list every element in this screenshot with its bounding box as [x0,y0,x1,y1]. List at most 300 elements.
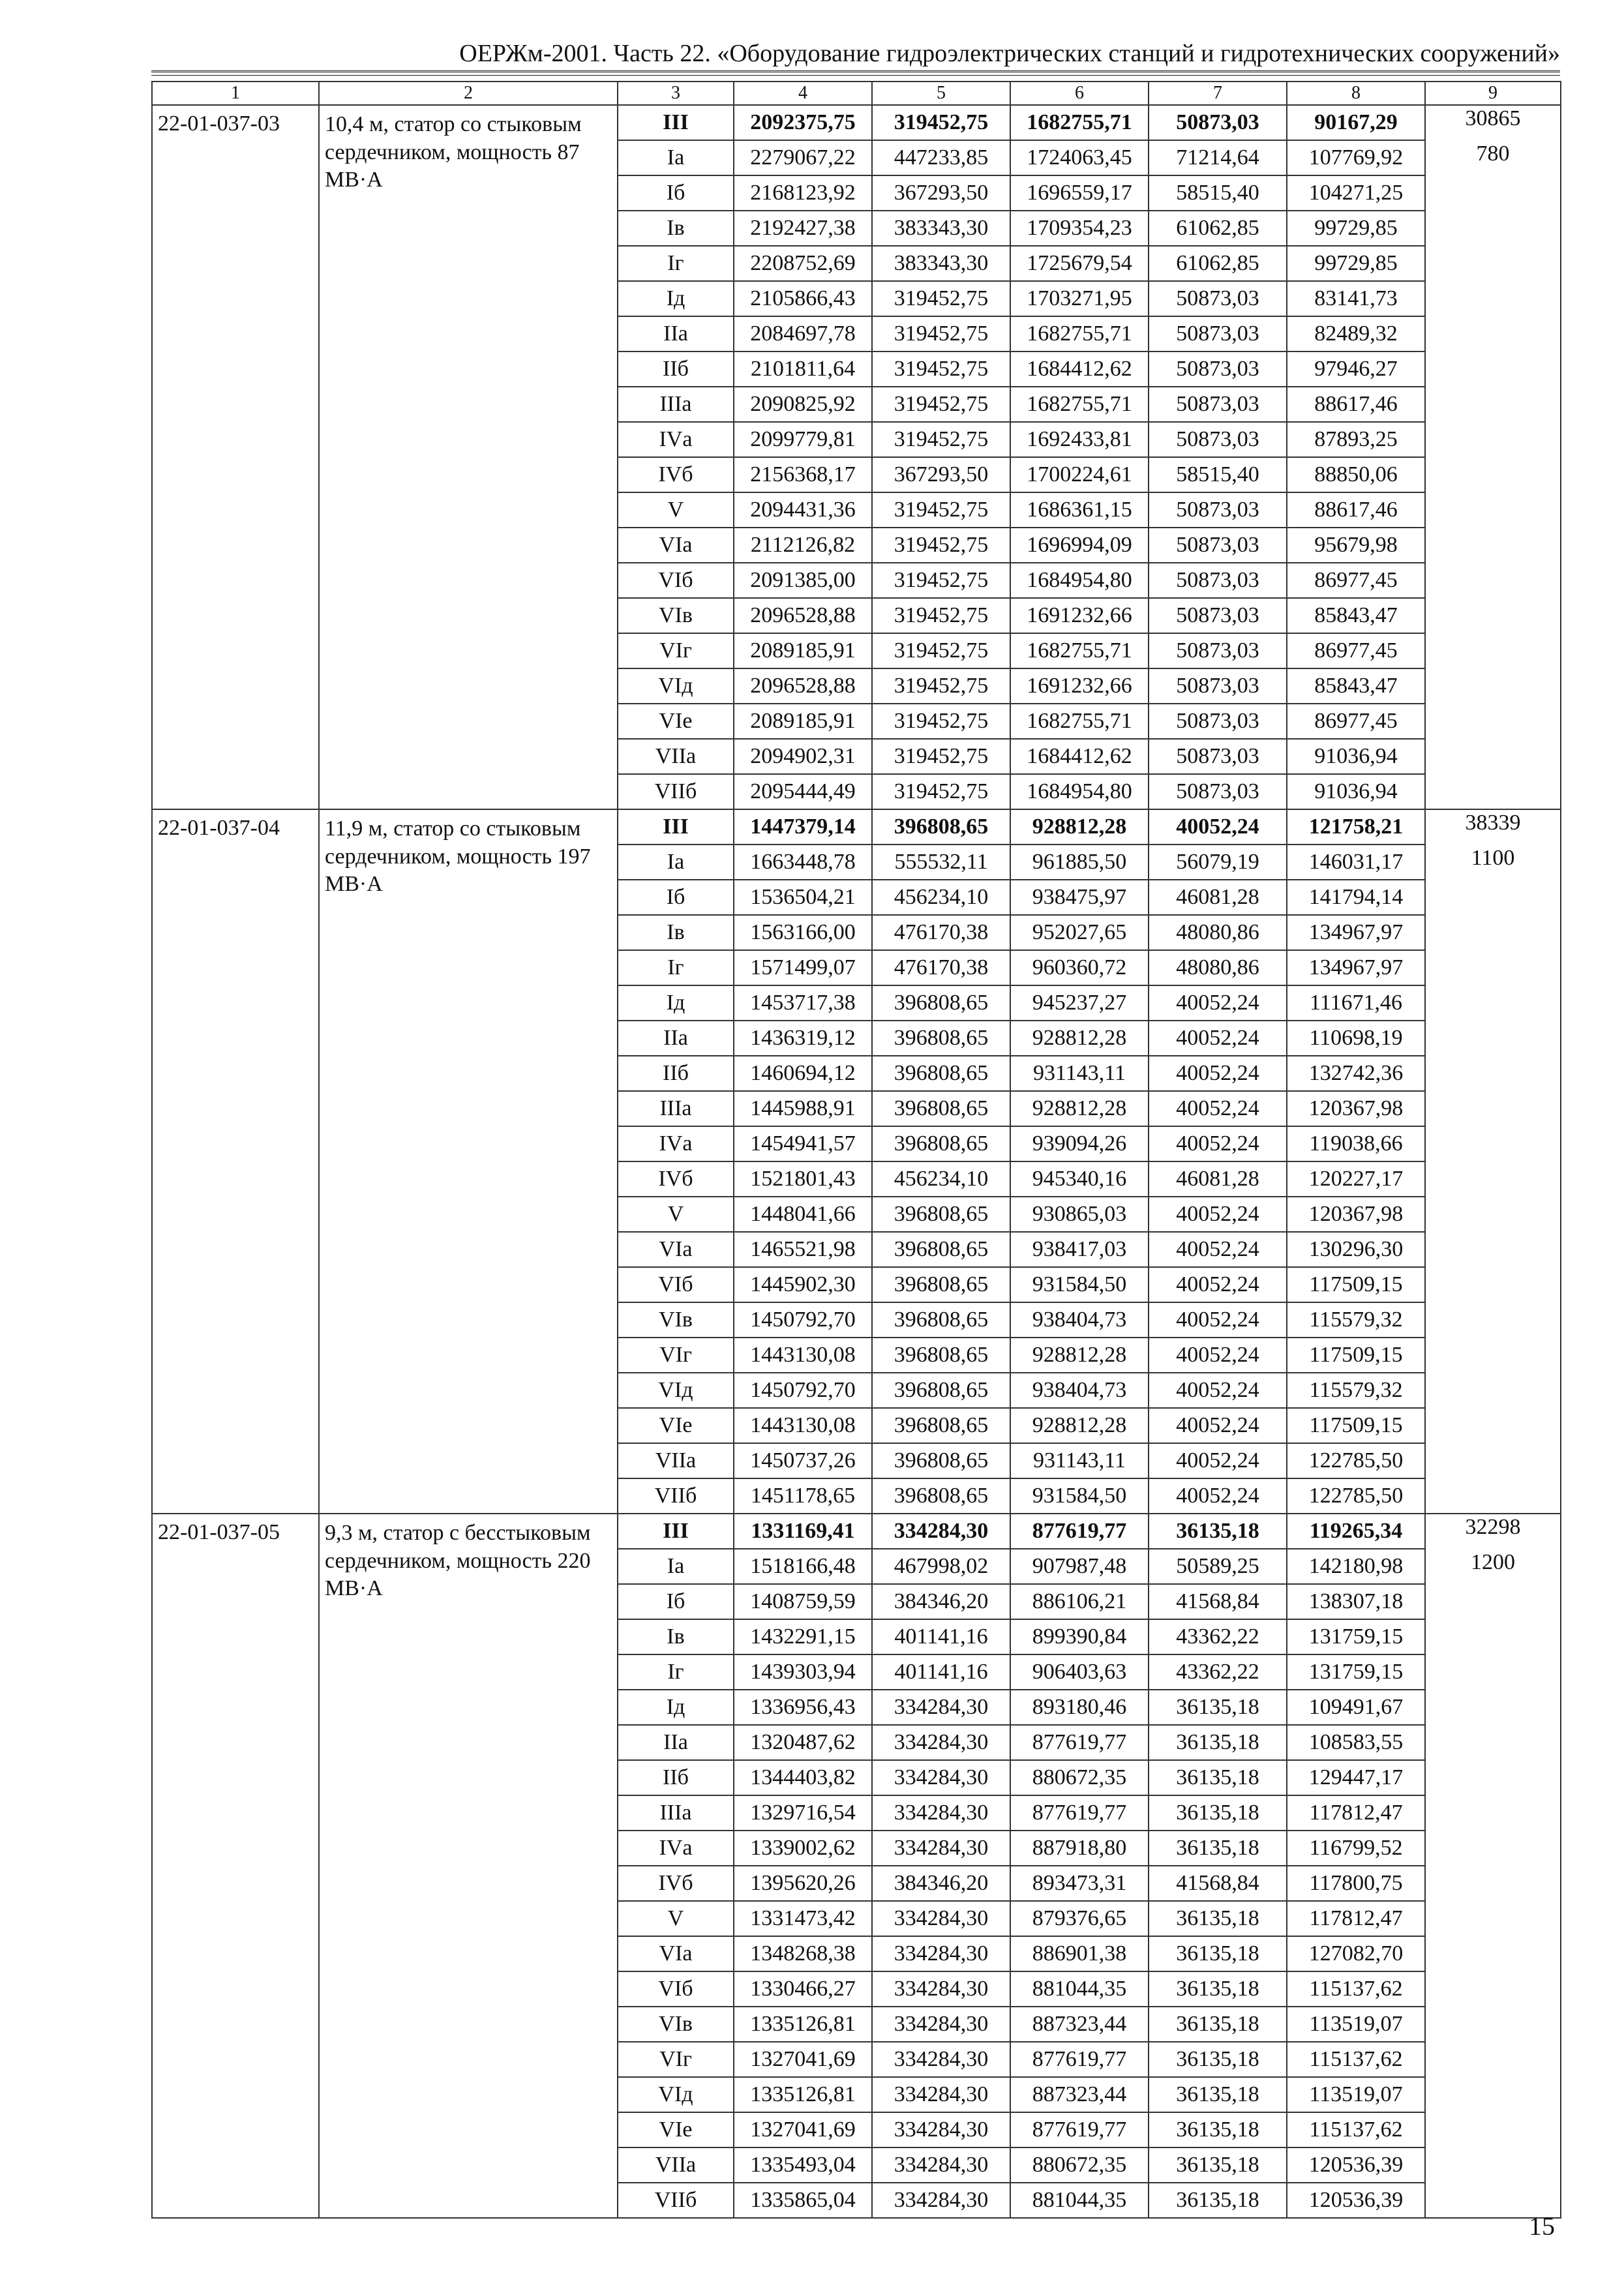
value-cell: 396808,65 [872,1126,1010,1161]
zone-cell: IIб [618,352,734,387]
value-cell: 1725679,54 [1010,246,1149,281]
value-cell: 367293,50 [872,175,1010,211]
value-cell: 36135,18 [1149,2077,1287,2112]
value-cell: 319452,75 [872,528,1010,563]
column-number: 7 [1149,82,1287,105]
col9-cell [1425,422,1561,457]
zone-cell: Iв [618,211,734,246]
value-cell: 1684412,62 [1010,352,1149,387]
zone-cell: VIг [618,633,734,668]
value-cell: 1450737,26 [734,1443,872,1478]
zone-cell: VIб [618,1267,734,1302]
value-cell: 928812,28 [1010,1091,1149,1126]
zone-cell: Iв [618,915,734,950]
value-cell: 36135,18 [1149,2007,1287,2042]
value-cell: 1447379,14 [734,809,872,845]
col9-cell [1425,1021,1561,1056]
value-cell: 1454941,57 [734,1126,872,1161]
value-cell: 1460694,12 [734,1056,872,1091]
value-cell: 2095444,49 [734,774,872,809]
value-cell: 99729,85 [1287,246,1425,281]
value-cell: 396808,65 [872,1232,1010,1267]
value-cell: 41568,84 [1149,1584,1287,1619]
value-cell: 2091385,00 [734,563,872,598]
value-cell: 117812,47 [1287,1795,1425,1831]
zone-cell: VIIб [618,2183,734,2218]
value-cell: 334284,30 [872,1936,1010,1971]
value-cell: 117509,15 [1287,1338,1425,1373]
value-cell: 2092375,75 [734,105,872,140]
value-cell: 40052,24 [1149,809,1287,845]
value-cell: 456234,10 [872,1161,1010,1197]
value-cell: 886106,21 [1010,1584,1149,1619]
value-cell: 87893,25 [1287,422,1425,457]
zone-cell: IVб [618,1866,734,1901]
value-cell: 334284,30 [872,2042,1010,2077]
value-cell: 396808,65 [872,1338,1010,1373]
col9-cell [1425,1725,1561,1760]
zone-cell: VIг [618,1338,734,1373]
col9-cell [1425,1126,1561,1161]
col9-cell [1425,880,1561,915]
value-cell: 115579,32 [1287,1373,1425,1408]
value-cell: 334284,30 [872,1514,1010,1549]
value-cell: 396808,65 [872,809,1010,845]
column-number: 1 [152,82,319,105]
value-cell: 881044,35 [1010,2183,1149,2218]
value-cell: 1320487,62 [734,1725,872,1760]
value-cell: 334284,30 [872,2112,1010,2147]
value-cell: 952027,65 [1010,915,1149,950]
value-cell: 40052,24 [1149,1232,1287,1267]
price-table [151,81,1561,2219]
zone-cell: VIв [618,598,734,633]
col9-cell [1425,1091,1561,1126]
zone-cell: Iд [618,1690,734,1725]
value-cell: 50873,03 [1149,281,1287,316]
value-cell: 2094431,36 [734,492,872,528]
value-cell: 938404,73 [1010,1373,1149,1408]
value-cell: 383343,30 [872,211,1010,246]
zone-cell: III [618,105,734,140]
value-cell: 880672,35 [1010,1760,1149,1795]
value-cell: 1696559,17 [1010,175,1149,211]
col9-cell: 30865 [1425,105,1561,140]
value-cell: 2192427,38 [734,211,872,246]
col9-cell [1425,1936,1561,1971]
col9-cell [1425,2077,1561,2112]
value-cell: 146031,17 [1287,845,1425,880]
value-cell: 384346,20 [872,1584,1010,1619]
value-cell: 1443130,08 [734,1338,872,1373]
value-cell: 56079,19 [1149,845,1287,880]
value-cell: 467998,02 [872,1549,1010,1584]
rate-code: 22-01-037-03 [152,105,319,809]
value-cell: 1331169,41 [734,1514,872,1549]
zone-cell: VIIа [618,739,734,774]
zone-cell: VIд [618,2077,734,2112]
value-cell: 319452,75 [872,352,1010,387]
value-cell: 134967,97 [1287,950,1425,985]
value-cell: 50873,03 [1149,633,1287,668]
value-cell: 85843,47 [1287,668,1425,704]
value-cell: 36135,18 [1149,1690,1287,1725]
value-cell: 116799,52 [1287,1831,1425,1866]
value-cell: 476170,38 [872,915,1010,950]
value-cell: 1335493,04 [734,2147,872,2183]
value-cell: 319452,75 [872,387,1010,422]
zone-cell: Iб [618,880,734,915]
value-cell: 36135,18 [1149,1514,1287,1549]
value-cell: 334284,30 [872,2077,1010,2112]
value-cell: 141794,14 [1287,880,1425,915]
value-cell: 40052,24 [1149,1126,1287,1161]
value-cell: 117509,15 [1287,1267,1425,1302]
value-cell: 1682755,71 [1010,633,1149,668]
value-cell: 1684954,80 [1010,563,1149,598]
col9-cell [1425,1690,1561,1725]
table-row [152,809,1561,845]
value-cell: 36135,18 [1149,1971,1287,2007]
value-cell: 899390,84 [1010,1619,1149,1654]
value-cell: 40052,24 [1149,1021,1287,1056]
rate-description: 11,9 м, статор со стыковым сердечником, мощность 197 МВ·А [319,809,618,1514]
value-cell: 132742,36 [1287,1056,1425,1091]
zone-cell: VIв [618,2007,734,2042]
zone-cell: Iд [618,985,734,1021]
value-cell: 131759,15 [1287,1654,1425,1690]
value-cell: 36135,18 [1149,1795,1287,1831]
value-cell: 555532,11 [872,845,1010,880]
value-cell: 334284,30 [872,1760,1010,1795]
value-cell: 334284,30 [872,2183,1010,2218]
value-cell: 109491,67 [1287,1690,1425,1725]
zone-cell: VIIб [618,774,734,809]
col9-cell [1425,2042,1561,2077]
value-cell: 50873,03 [1149,739,1287,774]
rate-description: 9,3 м, статор с бесстыковым сердечником, мощность 220 МВ·А [319,1514,618,2218]
value-cell: 113519,07 [1287,2077,1425,2112]
zone-cell: Iб [618,175,734,211]
value-cell: 40052,24 [1149,1056,1287,1091]
value-cell: 1336956,43 [734,1690,872,1725]
value-cell: 88617,46 [1287,387,1425,422]
col9-cell [1425,1161,1561,1197]
value-cell: 887323,44 [1010,2077,1149,2112]
rate-code: 22-01-037-05 [152,1514,319,2218]
value-cell: 1691232,66 [1010,668,1149,704]
col9-cell: 1200 [1425,1549,1561,1584]
column-number: 4 [734,82,872,105]
page-number: 15 [1529,2211,1555,2241]
value-cell: 2105866,43 [734,281,872,316]
zone-cell: V [618,492,734,528]
value-cell: 40052,24 [1149,1408,1287,1443]
col9-cell [1425,1901,1561,1936]
zone-cell: Iд [618,281,734,316]
value-cell: 1682755,71 [1010,387,1149,422]
value-cell: 90167,29 [1287,105,1425,140]
value-cell: 95679,98 [1287,528,1425,563]
value-cell: 2156368,17 [734,457,872,492]
value-cell: 1439303,94 [734,1654,872,1690]
col9-cell [1425,1866,1561,1901]
value-cell: 928812,28 [1010,809,1149,845]
zone-cell: VIе [618,2112,734,2147]
col9-cell: 780 [1425,140,1561,175]
col9-cell [1425,774,1561,809]
value-cell: 2089185,91 [734,633,872,668]
value-cell: 1521801,43 [734,1161,872,1197]
value-cell: 1465521,98 [734,1232,872,1267]
value-cell: 115137,62 [1287,1971,1425,2007]
value-cell: 46081,28 [1149,880,1287,915]
value-cell: 1335865,04 [734,2183,872,2218]
col9-cell [1425,1584,1561,1619]
col9-cell [1425,1338,1561,1373]
col9-cell [1425,387,1561,422]
col9-cell [1425,1760,1561,1795]
value-cell: 456234,10 [872,880,1010,915]
col9-cell [1425,1408,1561,1443]
col9-cell [1425,352,1561,387]
value-cell: 48080,86 [1149,950,1287,985]
value-cell: 334284,30 [872,1831,1010,1866]
value-cell: 1348268,38 [734,1936,872,1971]
col9-cell [1425,598,1561,633]
col9-cell [1425,1654,1561,1690]
col9-cell: 32298 [1425,1514,1561,1549]
column-number: 9 [1425,82,1561,105]
col9-cell [1425,492,1561,528]
value-cell: 1686361,15 [1010,492,1149,528]
value-cell: 50873,03 [1149,774,1287,809]
zone-cell: VIIа [618,1443,734,1478]
value-cell: 396808,65 [872,1056,1010,1091]
value-cell: 319452,75 [872,492,1010,528]
value-cell: 928812,28 [1010,1338,1149,1373]
value-cell: 334284,30 [872,1690,1010,1725]
value-cell: 134967,97 [1287,915,1425,950]
col9-cell [1425,246,1561,281]
value-cell: 40052,24 [1149,1338,1287,1373]
value-cell: 1703271,95 [1010,281,1149,316]
column-number: 6 [1010,82,1149,105]
value-cell: 61062,85 [1149,246,1287,281]
value-cell: 945340,16 [1010,1161,1149,1197]
value-cell: 319452,75 [872,316,1010,352]
value-cell: 122785,50 [1287,1478,1425,1514]
col9-cell [1425,704,1561,739]
value-cell: 119265,34 [1287,1514,1425,1549]
value-cell: 1571499,07 [734,950,872,985]
value-cell: 61062,85 [1149,211,1287,246]
col9-cell [1425,2147,1561,2183]
col9-cell [1425,1971,1561,2007]
rate-code: 22-01-037-04 [152,809,319,1514]
value-cell: 50873,03 [1149,563,1287,598]
value-cell: 1443130,08 [734,1408,872,1443]
value-cell: 50873,03 [1149,492,1287,528]
value-cell: 36135,18 [1149,2112,1287,2147]
value-cell: 960360,72 [1010,950,1149,985]
zone-cell: VIIб [618,1478,734,1514]
value-cell: 938475,97 [1010,880,1149,915]
value-cell: 1408759,59 [734,1584,872,1619]
value-cell: 396808,65 [872,1408,1010,1443]
value-cell: 120367,98 [1287,1197,1425,1232]
value-cell: 1682755,71 [1010,704,1149,739]
value-cell: 880672,35 [1010,2147,1149,2183]
value-cell: 129447,17 [1287,1760,1425,1795]
zone-cell: IIIа [618,387,734,422]
value-cell: 120227,17 [1287,1161,1425,1197]
value-cell: 50589,25 [1149,1549,1287,1584]
value-cell: 82489,32 [1287,316,1425,352]
value-cell: 120536,39 [1287,2183,1425,2218]
value-cell: 396808,65 [872,1197,1010,1232]
rate-description: 10,4 м, статор со стыковым сердечником, мощность 87 МВ·А [319,105,618,809]
col9-cell [1425,175,1561,211]
col9-cell: 38339 [1425,809,1561,845]
zone-cell: IIIа [618,1091,734,1126]
value-cell: 1329716,54 [734,1795,872,1831]
value-cell: 396808,65 [872,1091,1010,1126]
col9-cell [1425,739,1561,774]
value-cell: 1344403,82 [734,1760,872,1795]
value-cell: 117509,15 [1287,1408,1425,1443]
value-cell: 1432291,15 [734,1619,872,1654]
zone-cell: Iб [618,1584,734,1619]
value-cell: 476170,38 [872,950,1010,985]
value-cell: 1700224,61 [1010,457,1149,492]
value-cell: 43362,22 [1149,1619,1287,1654]
value-cell: 113519,07 [1287,2007,1425,2042]
col9-cell [1425,316,1561,352]
zone-cell: Iг [618,246,734,281]
value-cell: 50873,03 [1149,422,1287,457]
value-cell: 939094,26 [1010,1126,1149,1161]
value-cell: 50873,03 [1149,316,1287,352]
value-cell: 36135,18 [1149,2042,1287,2077]
value-cell: 40052,24 [1149,1197,1287,1232]
zone-cell: VIб [618,563,734,598]
zone-cell: VIг [618,2042,734,2077]
value-cell: 879376,65 [1010,1901,1149,1936]
value-cell: 396808,65 [872,985,1010,1021]
value-cell: 1692433,81 [1010,422,1149,457]
col9-cell [1425,915,1561,950]
col9-cell [1425,1619,1561,1654]
value-cell: 334284,30 [872,1901,1010,1936]
value-cell: 108583,55 [1287,1725,1425,1760]
zone-cell: IVа [618,1831,734,1866]
value-cell: 1563166,00 [734,915,872,950]
value-cell: 86977,45 [1287,563,1425,598]
value-cell: 319452,75 [872,633,1010,668]
col9-cell [1425,668,1561,704]
value-cell: 945237,27 [1010,985,1149,1021]
value-cell: 2094902,31 [734,739,872,774]
value-cell: 130296,30 [1287,1232,1425,1267]
value-cell: 877619,77 [1010,2042,1149,2077]
value-cell: 1327041,69 [734,2112,872,2147]
value-cell: 111671,46 [1287,985,1425,1021]
value-cell: 107769,92 [1287,140,1425,175]
zone-cell: Iа [618,1549,734,1584]
value-cell: 1339002,62 [734,1831,872,1866]
value-cell: 961885,50 [1010,845,1149,880]
table-row [152,1514,1561,1549]
zone-cell: IIб [618,1056,734,1091]
column-number: 3 [618,82,734,105]
value-cell: 396808,65 [872,1267,1010,1302]
value-cell: 893180,46 [1010,1690,1149,1725]
col9-cell [1425,563,1561,598]
value-cell: 115137,62 [1287,2112,1425,2147]
col9-cell [1425,2112,1561,2147]
value-cell: 86977,45 [1287,633,1425,668]
value-cell: 383343,30 [872,246,1010,281]
value-cell: 396808,65 [872,1021,1010,1056]
value-cell: 1445902,30 [734,1267,872,1302]
value-cell: 928812,28 [1010,1021,1149,1056]
value-cell: 907987,48 [1010,1549,1149,1584]
value-cell: 334284,30 [872,1725,1010,1760]
value-cell: 319452,75 [872,739,1010,774]
zone-cell: III [618,809,734,845]
value-cell: 1663448,78 [734,845,872,880]
value-cell: 85843,47 [1287,598,1425,633]
zone-cell: VIе [618,1408,734,1443]
value-cell: 36135,18 [1149,1936,1287,1971]
col9-cell [1425,2007,1561,2042]
table-row [152,105,1561,140]
column-number-row [152,82,1561,105]
value-cell: 2279067,22 [734,140,872,175]
value-cell: 1682755,71 [1010,105,1149,140]
value-cell: 127082,70 [1287,1936,1425,1971]
value-cell: 117812,47 [1287,1901,1425,1936]
value-cell: 319452,75 [872,105,1010,140]
value-cell: 877619,77 [1010,1514,1149,1549]
value-cell: 99729,85 [1287,211,1425,246]
value-cell: 367293,50 [872,457,1010,492]
value-cell: 2090825,92 [734,387,872,422]
value-cell: 88850,06 [1287,457,1425,492]
value-cell: 58515,40 [1149,175,1287,211]
value-cell: 401141,16 [872,1654,1010,1690]
zone-cell: IVа [618,422,734,457]
value-cell: 2168123,92 [734,175,872,211]
value-cell: 50873,03 [1149,528,1287,563]
value-cell: 396808,65 [872,1443,1010,1478]
value-cell: 2101811,64 [734,352,872,387]
value-cell: 319452,75 [872,563,1010,598]
value-cell: 1682755,71 [1010,316,1149,352]
zone-cell: VIе [618,704,734,739]
value-cell: 46081,28 [1149,1161,1287,1197]
zone-cell: V [618,1197,734,1232]
value-cell: 36135,18 [1149,2147,1287,2183]
zone-cell: IVа [618,1126,734,1161]
value-cell: 83141,73 [1287,281,1425,316]
col9-cell [1425,1795,1561,1831]
value-cell: 40052,24 [1149,1091,1287,1126]
value-cell: 877619,77 [1010,1725,1149,1760]
value-cell: 319452,75 [872,281,1010,316]
zone-cell: VIIа [618,2147,734,2183]
